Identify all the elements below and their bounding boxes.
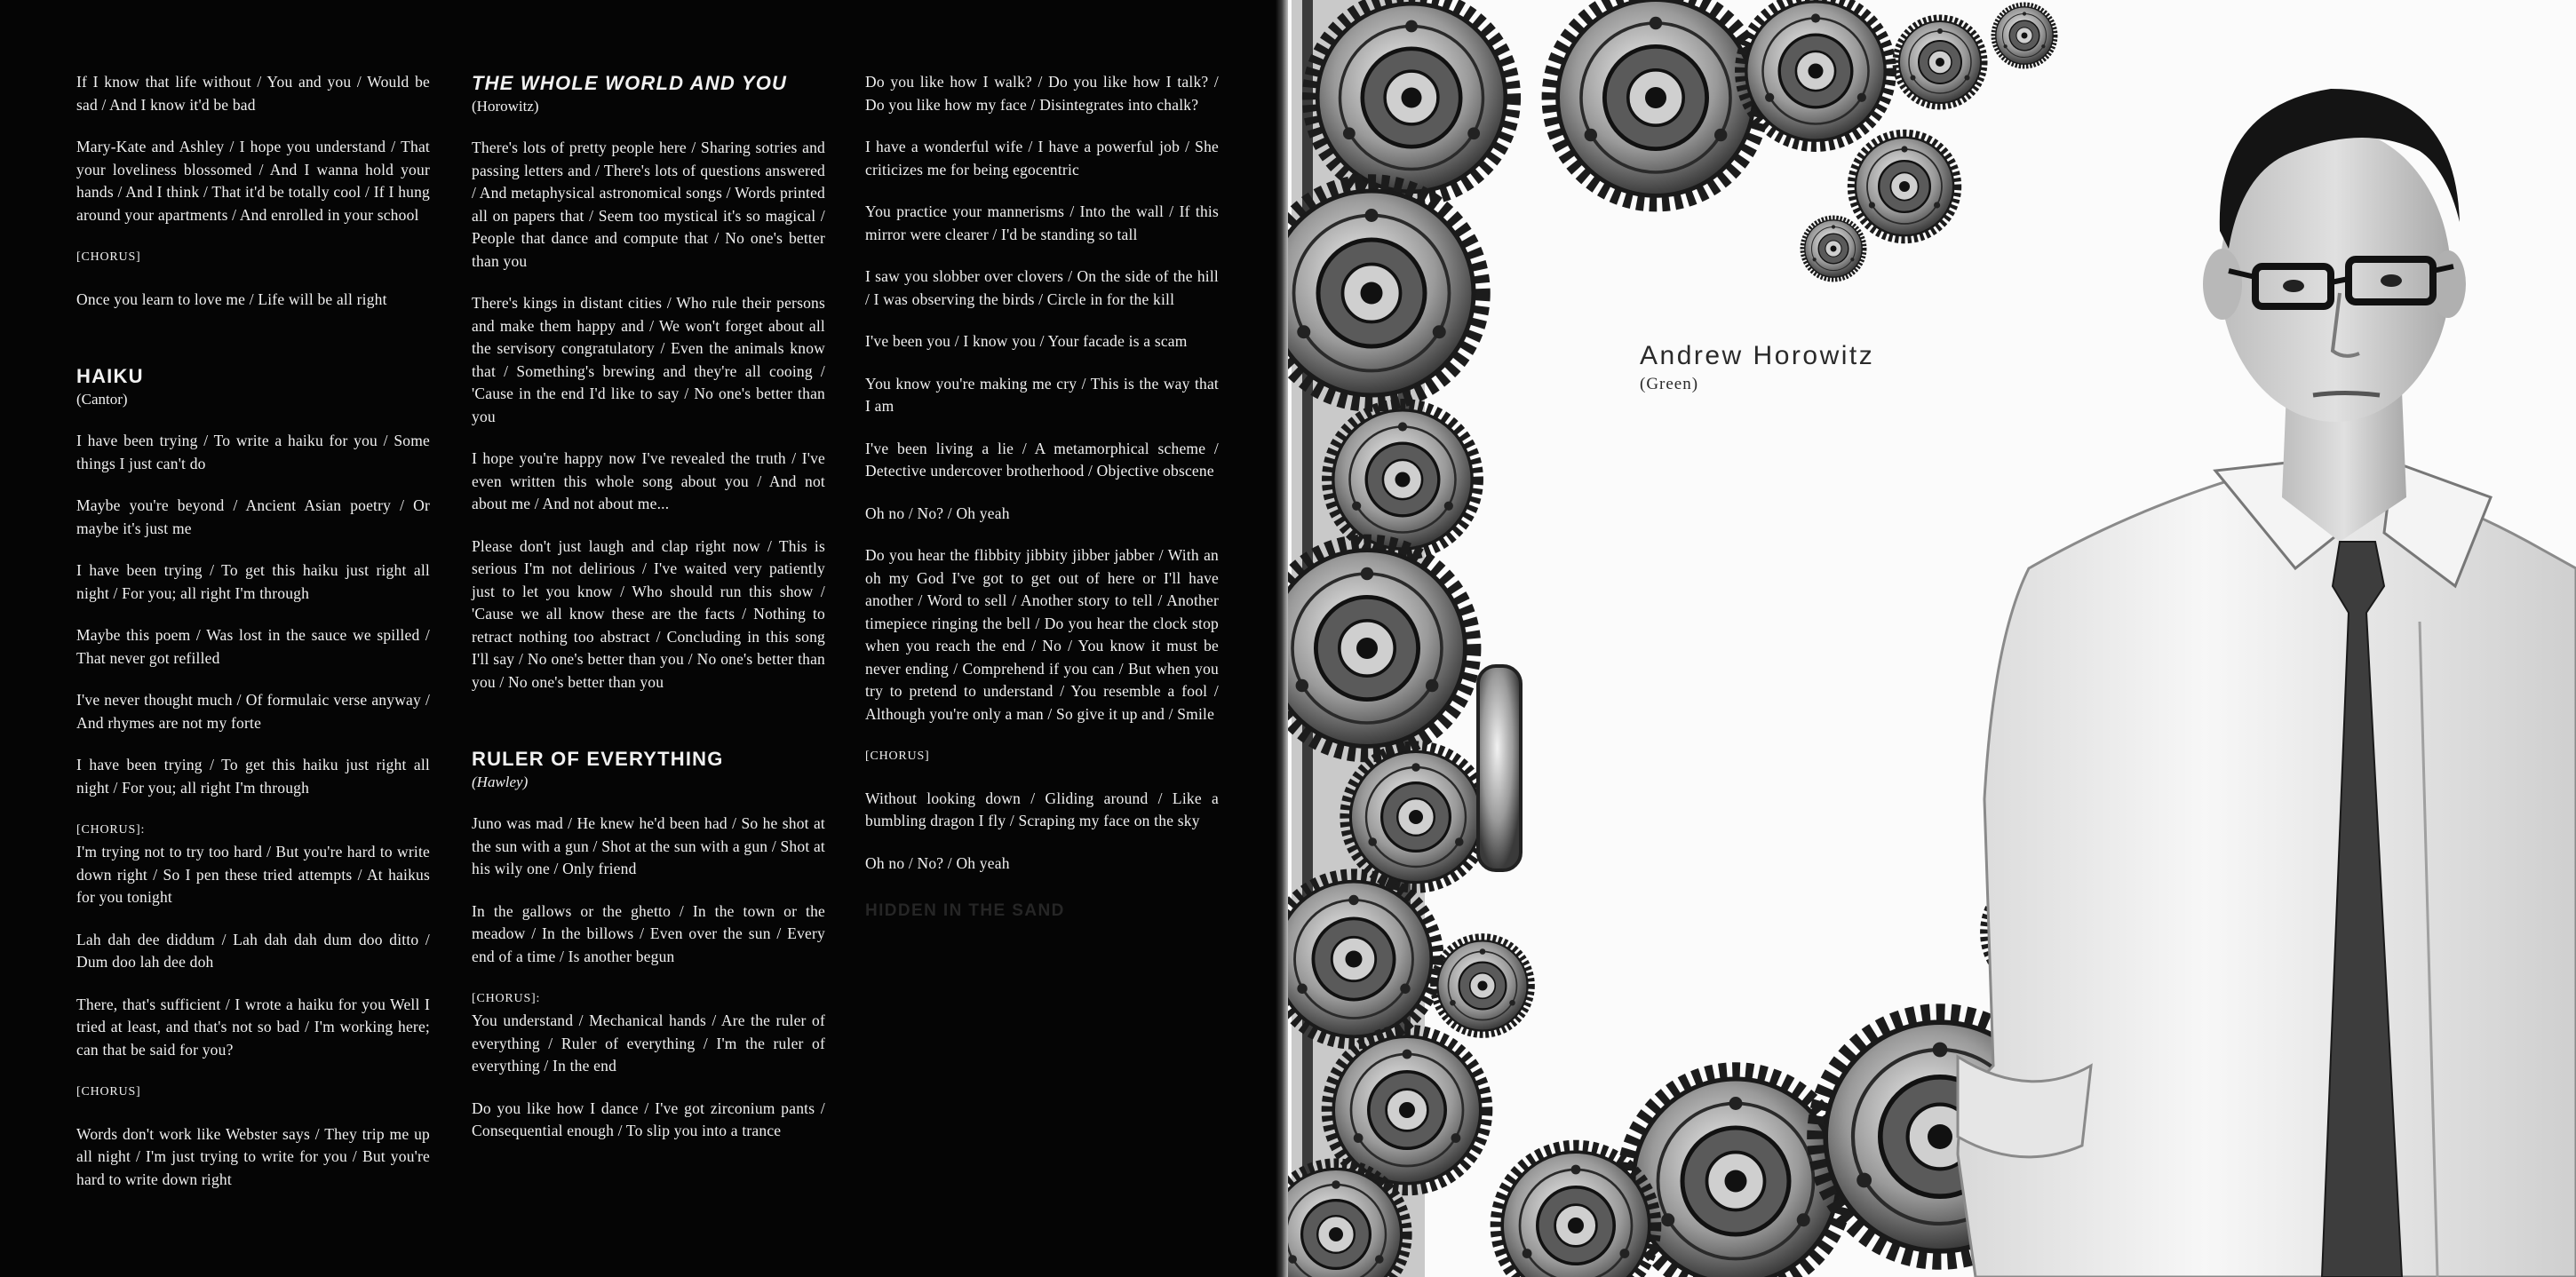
lyrics-column-2 xyxy=(472,71,825,1162)
chorus-block xyxy=(472,987,825,1078)
lyric-verse: I saw you slobber over clovers / On the side of the hill / I was observing the birds / Circle in for the kill xyxy=(865,267,1219,308)
lyric-verse: In the gallows or the ghetto / In the town or the meadow / In the billows / Even over the sun / Every end of a time / Is another begun xyxy=(472,901,825,965)
lyric-verse: If I know that life without / You and you / Would be sad / And I know it'd be bad xyxy=(76,73,430,114)
lyric-verse: I've never thought much / Of formulaic verse anyway / And rhymes are not my forte xyxy=(76,691,430,732)
lyric-verse: There's lots of pretty people here / Sharing sotries and passing letters and / There's lots of questions answered / And metaphysical astronomical songs / Words printed all on papers that / Seem too mystical it's so magical / People that dance and compute that / No one's better than you xyxy=(472,139,825,270)
song-credit: (Hawley) xyxy=(472,773,529,790)
lyric-verse: Oh no / No? / Oh yeah xyxy=(865,504,1010,522)
lyric-verse: There, that's sufficient / I wrote a haiku for you Well I tried at least, and that's not so bad / I'm working here; can that be said for you? xyxy=(76,995,430,1059)
song-credit: (Cantor) xyxy=(76,391,128,408)
chorus-label: [CHORUS]: xyxy=(76,823,146,837)
chorus-marker: [CHORUS] xyxy=(865,750,930,763)
chorus-marker: [CHORUS] xyxy=(76,1085,141,1099)
lyrics-column-3 xyxy=(865,71,1219,921)
lyric-verse: Juno was mad / He knew he'd been had / So he shot at the sun with a gun / Shot at the sun with a gun / Shot at his wily one / Only friend xyxy=(472,814,825,877)
chorus-text: I'm trying not to try too hard / But you're hard to write down right / So I pen these tried attempts / At haikus for you tonight xyxy=(76,843,430,906)
chorus-marker: [CHORUS] xyxy=(76,250,141,264)
song-title-ruler: RULER OF EVERYTHING xyxy=(472,748,724,770)
song-title-haiku: HAIKU xyxy=(76,365,144,387)
lyric-verse: Please don't just laugh and clap right now / This is serious I'm not delirious / I've waited very patiently just to let you know / Who should run this show / 'Cause we all know these are the facts / Nothing to retract nothing too abstract / Concluding in this song I'll say / No one's better than you / No one's better than you / No one's better than you xyxy=(472,536,825,691)
lyric-verse: I have been trying / To get this haiku just right all night / For you; all right I'm through xyxy=(76,561,430,602)
booklet-gutter xyxy=(1276,0,1288,1277)
lyric-verse: Lah dah dee diddum / Lah dah dah dum doo ditto / Dum doo lah dee doh xyxy=(76,930,430,971)
lyric-verse: Do you hear the flibbity jibbity jibber jabber / With an oh my God I've got to get out of here or I'll have another / Word to sell / Another story to tell / Another timepiece ringing the bell / Do you hear the clock stop when you reach the end / No / You know it must be never ending / Comprehend if you can / But when you try to pretend to understand / You resemble a fool / Although you're only a man / So give it up and / Smile xyxy=(865,546,1219,723)
lyric-verse: Maybe this poem / Was lost in the sauce we spilled / That never got refilled xyxy=(76,626,430,667)
lyrics-page xyxy=(0,0,1283,1277)
photo-page xyxy=(1283,0,2576,1277)
lyric-verse: I have been trying / To get this haiku just right all night / For you; all right I'm through xyxy=(76,756,430,797)
artist-credit xyxy=(1640,339,1874,394)
lyric-verse: Without looking down / Gliding around / Like a bumbling dragon I fly / Scraping my face on the sky xyxy=(865,789,1219,829)
lyric-verse: I hope you're happy now I've revealed the truth / I've even written this whole song about you / And not about me / And not about me... xyxy=(472,449,825,512)
song-credit: (Horowitz) xyxy=(472,98,539,115)
lyric-verse: You know you're making me cry / This is the way that I am xyxy=(865,374,1219,415)
lyric-verse: There's kings in distant cities / Who rule their persons and make them happy and / We won't forget about all the servisory congratulatory / Even the animals know that / Something's brewing and they're all cooing / 'Cause in the end I'd like to say / No one's better than you xyxy=(472,294,825,425)
lyric-verse: I have been trying / To write a haiku for you / Some things I just can't do xyxy=(76,432,430,472)
lyric-verse: Oh no / No? / Oh yeah xyxy=(865,853,1010,872)
artist-name: Andrew Horowitz xyxy=(1640,341,1875,370)
gear-column xyxy=(1283,0,1531,1277)
lyric-verse: Mary-Kate and Ashley / I hope you understand / That your loveliness blossomed / And I wanna hold your hands / And I think / That it'd be totally cool / If I hung around your apartments / And enrolled in your school xyxy=(76,138,430,224)
lyric-verse: Words don't work like Webster says / They trip me up all night / I'm just trying to write for you / But you're hard to write down right xyxy=(76,1124,430,1188)
lyrics-column-1 xyxy=(76,71,430,1210)
song-title-whole-world: THE WHOLE WORLD AND YOU xyxy=(472,72,788,94)
lyric-verse: You practice your mannerisms / Into the wall / If this mirror were clearer / I'd be standing so tall xyxy=(865,202,1219,243)
artist-role: (Green) xyxy=(1640,375,1699,393)
chorus-text: You understand / Mechanical hands / Are the ruler of everything / Ruler of everything / I'm the ruler of everything / In the end xyxy=(472,1011,825,1075)
song-title-hidden-faded: HIDDEN IN THE SAND xyxy=(865,901,1065,920)
lyric-verse: I've been you / I know you / Your facade is a scam xyxy=(865,332,1188,350)
lyric-verse: I've been living a lie / A metamorphical scheme / Detective undercover brotherhood / Objective obscene xyxy=(865,439,1219,480)
lyric-verse: Once you learn to love me / Life will be all right xyxy=(76,290,387,308)
lyric-verse: I have a wonderful wife / I have a powerful job / She criticizes me for being egocentric xyxy=(865,138,1219,178)
lyric-verse: Maybe you're beyond / Ancient Asian poetry / Or maybe it's just me xyxy=(76,496,430,537)
artist-portrait-photo xyxy=(1922,0,2576,1277)
chorus-block xyxy=(76,819,430,909)
chorus-label: [CHORUS]: xyxy=(472,992,541,1005)
lyric-verse: Do you like how I walk? / Do you like how I talk? / Do you like how my face / Disintegrates into chalk? xyxy=(865,73,1219,114)
lyric-verse: Do you like how I dance / I've got zirconium pants / Consequential enough / To slip you into a trance xyxy=(472,1099,825,1139)
